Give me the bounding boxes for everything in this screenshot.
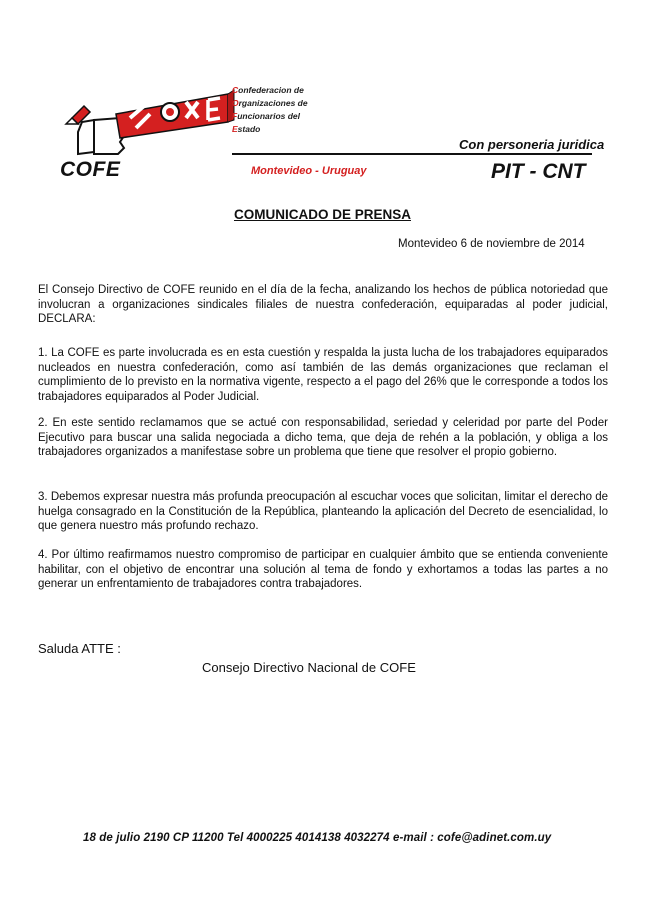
location: Montevideo - Uruguay: [251, 165, 367, 177]
paragraph-intro: El Consejo Directivo de COFE reunido en el día de la fecha, analizando los hechos de pública notoriedad que involucran a organizaciones sindicales filiales de nuestra confederación, equiparadas al poder judicial, DECLARA:: [38, 284, 608, 325]
closing: Saluda ATTE :: [38, 641, 121, 656]
org-line: Funcionarios del: [232, 111, 301, 121]
affiliation: PIT - CNT: [491, 160, 586, 183]
signature: Consejo Directivo Nacional de COFE: [202, 660, 416, 675]
paragraph-2: 2. En este sentido reclamamos que se actué con responsabilidad, seriedad y celeridad por parte del Poder Ejecutivo para buscar una salida negociada a dicho tema, que deja de rehén a la población, y obliga a los trabajadores organizados a manifestase sobre un problema que tiene que resolver el propio gobierno.: [38, 417, 608, 458]
org-line: Estado: [232, 124, 261, 134]
paragraph-4: 4. Por último reafirmamos nuestro compromiso de participar en cualquier ámbito que se entienda conveniente habilitar, con el objetivo de encontrar una solución al tema de fondo y exhortamos a todas las partes a no generar un enfrentamiento de trabajadores contra trabajadores.: [38, 549, 608, 590]
paragraph-1: 1. La COFE es parte involucrada es en esta cuestión y respalda la justa lucha de los trabajadores equiparados nucleados en nuestra confederación, como así también de las demás organizaciones que reclaman el cumplimiento de lo previsto en la normativa vigente, respecto a el pago del 26% que le corresponde a todos los trabajadores equiparados al Poder Judicial.: [38, 347, 608, 403]
organization-name: [232, 84, 308, 136]
legal-status: Con personeria juridica: [459, 137, 605, 152]
header-rule: [232, 153, 592, 155]
footer-contact: 18 de julio 2190 CP 11200 Tel 4000225 4014138 4032274 e-mail : cofe@adinet.com.uy: [83, 832, 552, 844]
org-line: Organizaciones de: [232, 98, 308, 108]
paragraph-3: 3. Debemos expresar nuestra más profunda preocupación al escuchar voces que solicitan, limitar el derecho de huelga consagrado en la Constitución de la República, planteando la aplicación del Decreto de esencialidad, lo que genera nuestro más profundo rechazo.: [38, 491, 608, 532]
document-date: Montevideo 6 de noviembre de 2014: [398, 238, 585, 250]
cofe-logo: [58, 80, 248, 158]
document-title: COMUNICADO DE PRENSA: [233, 207, 411, 222]
org-line: Confederacion de: [232, 85, 304, 95]
org-acronym: COFE: [60, 158, 121, 181]
